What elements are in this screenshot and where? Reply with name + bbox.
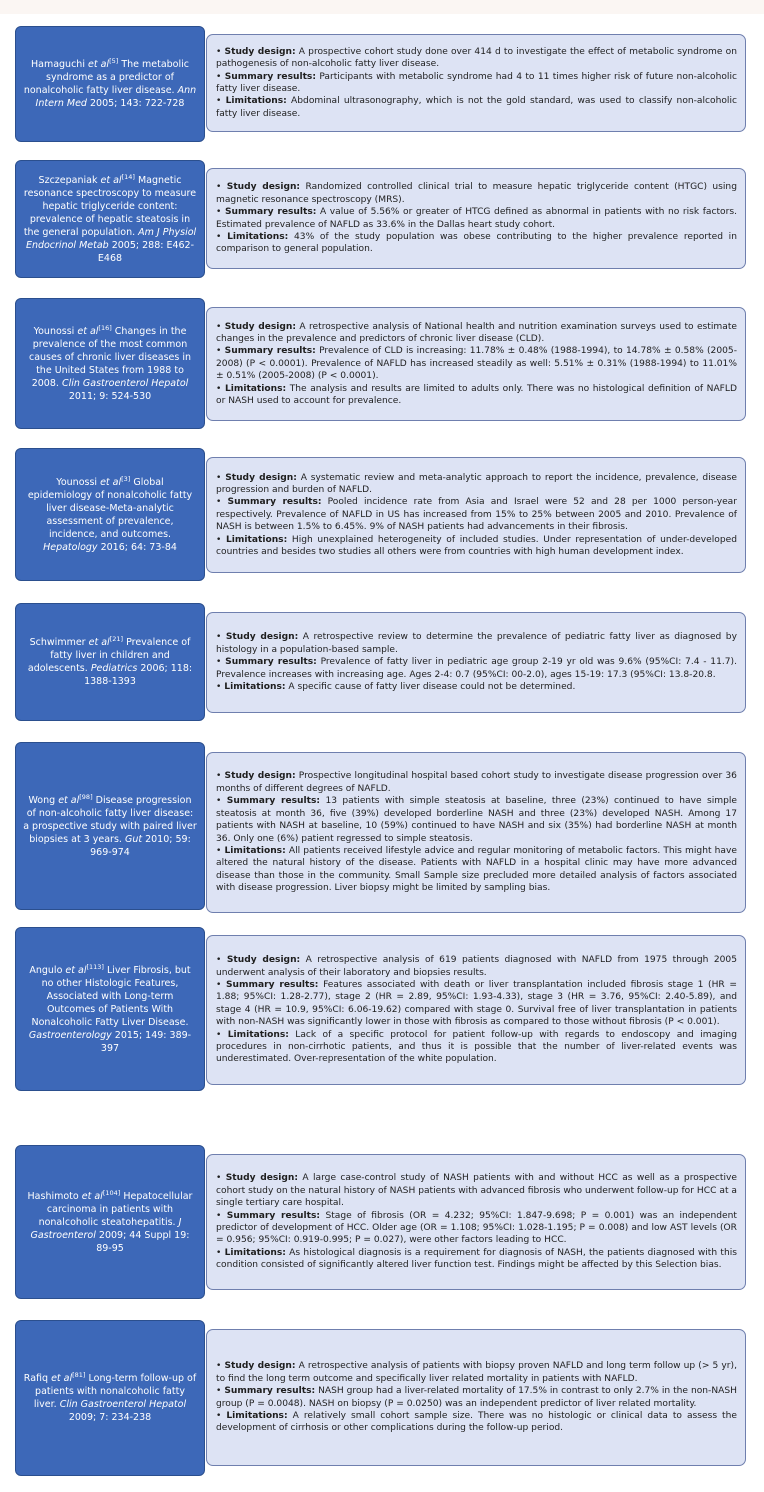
citation-text: Rafiq et al[81] Long-term follow-up of patients with nonalcoholic fatty liver. Clin Gastroenterol Hepatol 2009; 7: 234-238 bbox=[23, 1370, 197, 1423]
citation-box bbox=[15, 927, 205, 1091]
citation-box bbox=[15, 1145, 205, 1299]
limitations-item: • Limitations: A relatively small cohort sample size. There was no histologic or clinical data to assess the development of cirrhosis or other complications during the follow-up period. bbox=[216, 1410, 737, 1434]
limitations-item: • Limitations: Lack of a specific protocol for patient follow-up with regards to endoscopy and imaging procedures in non-cirrhotic patients, and thus it is possible that the number of liver-related events was underestimated. Over-representation of the white population. bbox=[216, 1029, 737, 1065]
citation-box bbox=[15, 742, 205, 910]
study-design-item: • Study design: A retrospective analysis of patients with biopsy proven NAFLD and long term follow up (> 5 yr), to find the long term outcome and specifically liver related mortality in patients with NAFLD. bbox=[216, 1361, 737, 1384]
summary-box bbox=[206, 168, 746, 269]
top-strip bbox=[0, 0, 764, 14]
limitations-item: • Limitations: Abdominal ultrasonography, which is not the gold standard, was used to classify non-alcoholic fatty liver disease. bbox=[216, 96, 737, 119]
summary-box bbox=[206, 752, 746, 913]
limitations-item: • Limitations: A specific cause of fatty liver disease could not be determined. bbox=[216, 682, 576, 693]
study-design-item: • Study design: Randomized controlled clinical trial to measure hepatic triglyceride content (HTGC) using magnetic resonance spectroscopy (MRS). bbox=[216, 182, 737, 205]
study-design-item: • Study design: A systematic review and meta-analytic approach to report the incidence, prevalence, disease progression and burden of NAFLD. bbox=[216, 472, 737, 495]
summary-results-item: • Summary results: Prevalence of fatty liver in pediatric age group 2-19 yr old was 9.6% (95%CI: 7.4 - 11.7). Prevalence increases with increasing age. Ages 2-4: 0.7 (95%CI: 00-2.0), ages 15-19: 17.3 (95%CI: 13.8-20.8. bbox=[216, 657, 737, 680]
citation-box bbox=[15, 1320, 205, 1476]
limitations-item: • Limitations: All patients received lifestyle advice and regular monitoring of metabolic factors. This might have altered the natural history of the disease. Patients with NAFLD in a hospital clinic may have more advanced disease than those in the community. Small Sample size precluded more detailed analysis of factors associated with disease progression. Liver biopsy might be limited by sampling bias. bbox=[216, 845, 737, 894]
citation-text: Wong et al[98] Disease progression of non-alcoholic fatty liver disease: a prospective study with paired liver biopsies at 3 years. Gut 2010; 59: 969-974 bbox=[23, 792, 197, 858]
study-design-item: • Study design: A prospective cohort study done over 414 d to investigate the effect of metabolic syndrome on pathogenesis of non-alcoholic fatty liver disease. bbox=[216, 46, 737, 70]
citation-box bbox=[15, 448, 205, 581]
summary-box bbox=[206, 612, 746, 713]
summary-box bbox=[206, 935, 746, 1085]
summary-box bbox=[206, 1154, 746, 1290]
summary-box bbox=[206, 34, 746, 132]
summary-box bbox=[206, 307, 746, 421]
study-design-item: • Study design: A retrospective analysis of 619 patients diagnosed with NAFLD from 1975 through 2005 underwent analysis of their laboratory and biopsies results. bbox=[216, 955, 737, 978]
limitations-item: • Limitations: As histological diagnosis is a requirement for diagnosis of NASH, the patients diagnosed with this condition consisted of significantly altered liver function test. Findings might be affected by this Selection bias. bbox=[216, 1247, 737, 1271]
summary-results-item: • Summary results: Participants with metabolic syndrome had 4 to 11 times higher risk of future non-alcoholic fatty liver disease. bbox=[216, 71, 737, 94]
summary-box bbox=[206, 1329, 746, 1466]
summary-results-item: • Summary results: A value of 5.56% or greater of HTCG defined as abnormal in patients with no risk factors. Estimated prevalence of NAFLD as 33.6% in the Dallas heart study cohort. bbox=[216, 207, 737, 230]
citation-box bbox=[15, 26, 205, 142]
summary-results-item: • Summary results: Stage of fibrosis (OR = 4.232; 95%CI: 1.847-9.698; P = 0.001) was an independent predictor of development of HCC. Older age (OR = 1.108; 95%CI: 1.028-1.195; P = 0.008) and low AST levels (OR = 0.956; 95%CI: 0.919-0.995; P = 0.027), were other factors leading to HCC. bbox=[216, 1210, 737, 1246]
citation-text: Hamaguchi et al[5] The metabolic syndrome as a predictor of nonalcoholic fatty liver disease. Ann Intern Med 2005; 143: 722-728 bbox=[23, 56, 197, 109]
citation-text: Younossi et al[3] Global epidemiology of nonalcoholic fatty liver disease-Meta-analytic assessment of prevalence, incidence, and outcomes. Hepatology 2016; 64: 73-84 bbox=[27, 474, 193, 553]
summary-results-item: • Summary results: 13 patients with simple steatosis at baseline, three (23%) continued to have simple steatosis at month 36, five (39%) developed borderline NASH and three (23%) developed NASH. Among 17 patients with NASH at baseline, 10 (59%) continued to have NASH and six (35%) had borderline NASH at month 36. Only one (6%) patient regressed to simple steatosis. bbox=[216, 796, 737, 844]
citation-text: Hashimoto et al[104] Hepatocellular carcinoma in patients with nonalcoholic steatohepatitis. J Gastroenterol 2009; 44 Suppl 19: 89-95 bbox=[27, 1188, 193, 1254]
summary-box bbox=[206, 457, 746, 573]
citation-text: Szczepaniak et al[14] Magnetic resonance spectroscopy to measure hepatic triglyceride content: prevalence of hepatic steatosis in the general population. Am J Physiol Endocrinol Metab 2005; 288: E462-E468 bbox=[23, 172, 197, 264]
study-design-item: • Study design: A large case-control study of NASH patients with and without HCC as well as a prospective cohort study on the natural history of NASH patients with advanced fibrosis who underwent follow-up for HCC at a single tertiary care hospital. bbox=[216, 1173, 737, 1209]
study-design-item: • Study design: A retrospective review to determine the prevalence of pediatric fatty liver as diagnosed by histology in a population-based sample. bbox=[216, 632, 737, 655]
citation-text: Schwimmer et al[21] Prevalence of fatty liver in children and adolescents. Pediatrics 2006; 118: 1388-1393 bbox=[27, 634, 193, 687]
limitations-item: • Limitations: 43% of the study population was obese contributing to the higher prevalence reported in comparison to general population. bbox=[216, 231, 737, 255]
citation-box bbox=[15, 298, 205, 429]
summary-results-item: • Summary results: NASH group had a liver-related mortality of 17.5% in contrast to only 2.7% in the non-NASH group (P = 0.0048). NASH on biopsy (P = 0.0250) was an independent predictor of liver related mortality. bbox=[216, 1386, 737, 1409]
citation-text: Younossi et al[16] Changes in the prevalence of the most common causes of chronic liver diseases in the United States from 1988 to 2008. Clin Gastroenterol Hepatol 2011; 9: 524-530 bbox=[28, 323, 192, 402]
study-design-item: • Study design: Prospective longitudinal hospital based cohort study to investigate disease progression over 36 months of different degrees of NAFLD. bbox=[216, 771, 737, 794]
summary-results-item: • Summary results: Pooled incidence rate from Asia and Israel were 52 and 28 per 1000 person-year respectively. Prevalence of NAFLD in US has increased from 15% to 25% between 2005 and 2010. Prevalence of NASH is between 1.5% to 6.45%. 9% of NASH patients had advancements in their fibrosis. bbox=[216, 497, 737, 533]
limitations-item: • Limitations: The analysis and results are limited to adults only. There was no histological definition of NAFLD or NASH used to account for prevalence. bbox=[216, 383, 737, 407]
limitations-item: • Limitations: High unexplained heterogeneity of included studies. Under representation of under-developed countries and besides two studies all others were from countries with high human development index. bbox=[216, 534, 737, 558]
study-design-item: • Study design: A retrospective analysis of National health and nutrition examination surveys used to estimate changes in the prevalence and predictors of chronic liver disease (CLD). bbox=[216, 321, 737, 344]
citation-box bbox=[15, 160, 205, 278]
citation-text: Angulo et al[113] Liver Fibrosis, but no other Histologic Features, Associated with Long-term Outcomes of Patients With Nonalcoholic Fatty Liver Disease. Gastroenterology 2015; 149: 389-397 bbox=[28, 962, 192, 1054]
summary-results-item: • Summary results: Prevalence of CLD is increasing: 11.78% ± 0.48% (1988-1994), to 14.78% ± 0.58% (2005-2008) (P < 0.0001). Prevalence of NAFLD has increased steadily as well: 5.51% ± 0.31% (1988-1994) to 11.01% ± 0.51% (2005-2008) (P < 0.0001). bbox=[216, 346, 737, 382]
citation-box bbox=[15, 603, 205, 721]
summary-results-item: • Summary results: Features associated with death or liver transplantation included fibrosis stage 1 (HR = 1.88; 95%CI: 1.28-2.77), stage 2 (HR = 2.89, 95%CI: 1.93-4.33), stage 3 (HR = 3.76, 95%CI: 2.40-5.89), and stage 4 (HR = 10.9, 95%CI: 6.06-19.62) compared with stage 0. Survival free of liver transplantation in patients with non-NASH was significantly lower in those with fibrosis as compared to those without fibrosis (P < 0.001). bbox=[216, 979, 737, 1028]
